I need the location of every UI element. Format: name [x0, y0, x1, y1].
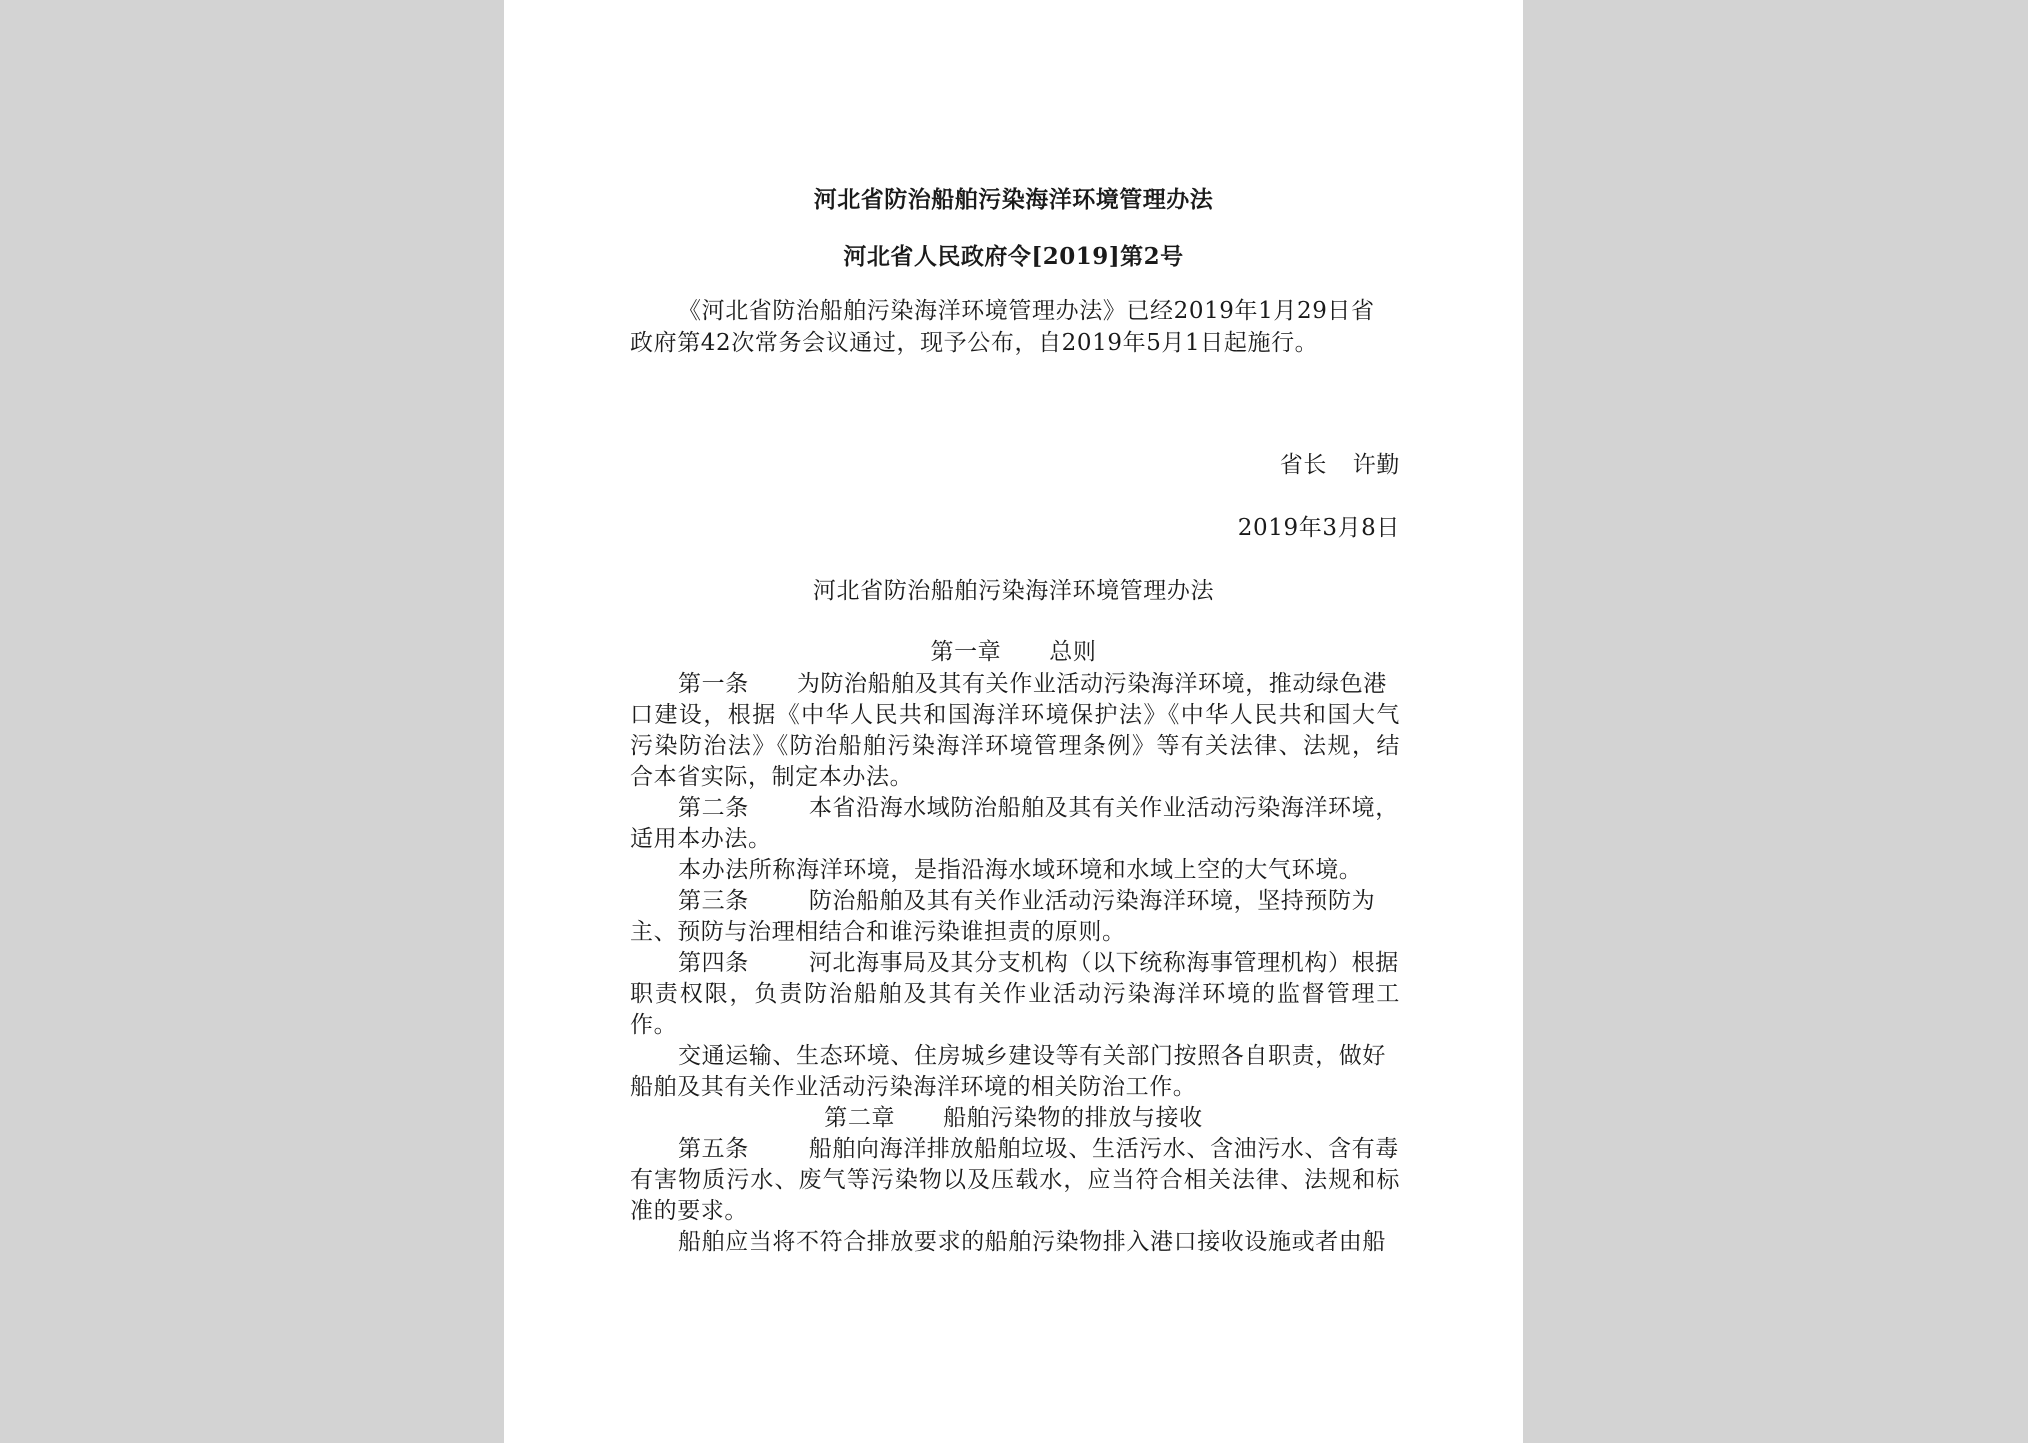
article-line: 第二条 本省沿海水域防治船舶及其有关作业活动污染海洋环境， [678, 795, 1399, 821]
article-line: 第五条 船舶向海洋排放船舶垃圾、生活污水、含油污水、含有毒 [678, 1136, 1399, 1162]
article-line: 职责权限，负责防治船舶及其有关作业活动污染海洋环境的监督管理工 [630, 981, 1400, 1007]
article-line: 准的要求。 [630, 1198, 748, 1224]
decree-number: 河北省人民政府令[2019]第2号 [843, 243, 1184, 270]
article-number: 第一条 [678, 671, 749, 697]
article-number: 第二条 [678, 795, 749, 821]
article-line: 合本省实际，制定本办法。 [630, 764, 914, 790]
article-line: 本办法所称海洋环境，是指沿海水域环境和水域上空的大气环境。 [678, 857, 1363, 883]
chapter-number: 第一章 [930, 639, 1002, 665]
article-line: 交通运输、生态环境、住房城乡建设等有关部门按照各自职责，做好 [678, 1043, 1386, 1069]
article-number: 第三条 [678, 888, 749, 914]
article-number: 第四条 [678, 950, 749, 976]
chapter-number: 第二章 [824, 1105, 896, 1131]
chapter-name: 总则 [1049, 639, 1097, 665]
article-line: 船舶及其有关作业活动污染海洋环境的相关防治工作。 [630, 1074, 1197, 1100]
regulation-subtitle: 河北省防治船舶污染海洋环境管理办法 [812, 578, 1215, 604]
article-line: 主、预防与治理相结合和谁污染谁担责的原则。 [630, 919, 1126, 945]
article-line: 适用本办法。 [630, 826, 772, 852]
article-line: 第一条 为防治船舶及其有关作业活动污染海洋环境，推动绿色港 [678, 671, 1387, 697]
article-line: 有害物质污水、废气等污染物以及压载水，应当符合相关法律、法规和标 [630, 1167, 1400, 1193]
signature-name: 许勤 [1352, 452, 1400, 478]
signature-date: 2019年3月8日 [1237, 515, 1400, 541]
signature [1280, 454, 1400, 477]
chapter-name: 船舶污染物的排放与接收 [943, 1105, 1203, 1131]
intro-line: 《河北省防治船舶污染海洋环境管理办法》已经2019年1月29日省 [678, 298, 1375, 324]
article-line: 口建设，根据《中华人民共和国海洋环境保护法》《中华人民共和国大气 [630, 702, 1400, 728]
article-line: 第三条 防治船舶及其有关作业活动污染海洋环境，坚持预防为 [678, 888, 1376, 914]
article-line: 作。 [630, 1012, 678, 1038]
article-line: 污染防治法》《防治船舶污染海洋环境管理条例》等有关法律、法规，结 [630, 733, 1400, 759]
article-line: 第四条 河北海事局及其分支机构（以下统称海事管理机构）根据 [678, 950, 1399, 976]
intro-line: 政府第42次常务会议通过，现予公布，自2019年5月1日起施行。 [630, 330, 1319, 356]
chapter-heading [504, 1107, 1523, 1130]
article-number: 第五条 [678, 1136, 749, 1162]
chapter-heading [504, 641, 1523, 664]
document-page[interactable] [504, 0, 1523, 1443]
document-title: 河北省防治船舶污染海洋环境管理办法 [813, 186, 1214, 213]
article-line: 船舶应当将不符合排放要求的船舶污染物排入港口接收设施或者由船 [678, 1229, 1386, 1255]
signature-role: 省长 [1279, 452, 1327, 478]
